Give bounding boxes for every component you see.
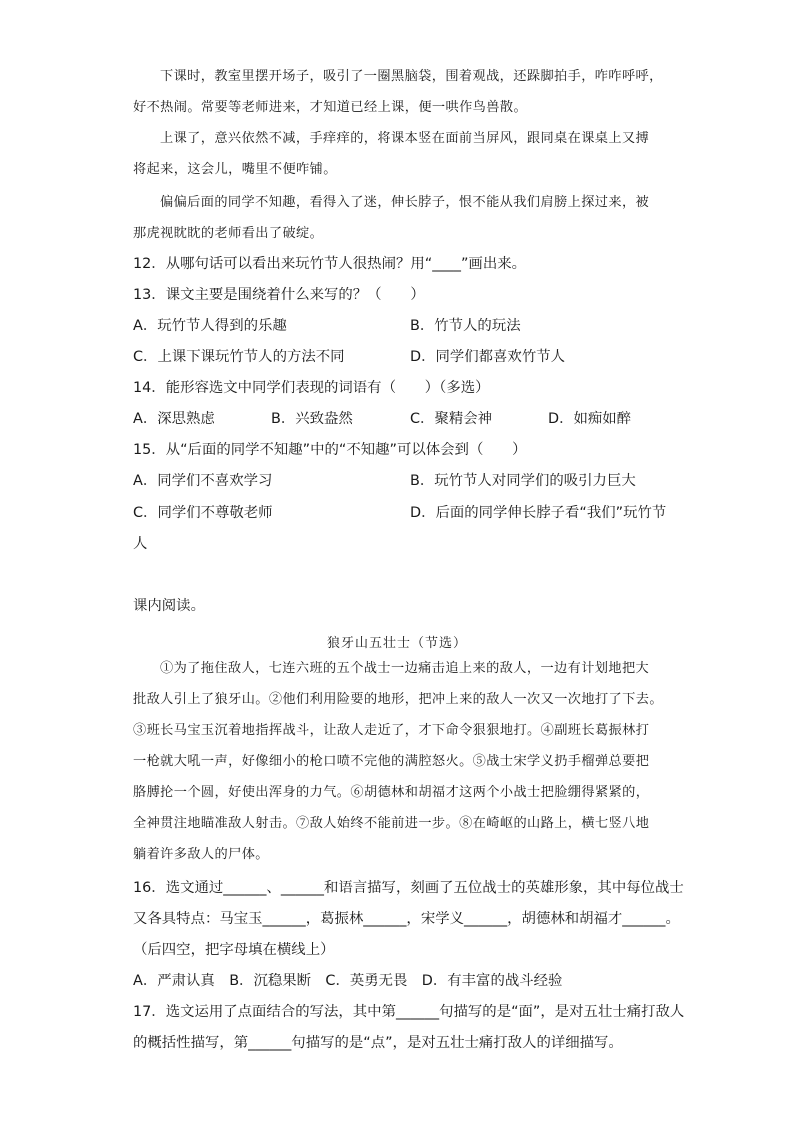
passage1-p1-line2: 好不热闹。常要等老师进来，才知道已经上课，便一哄作鸟兽散。 — [133, 100, 528, 115]
question-13-option-d[interactable]: D．同学们都喜欢竹节人 — [410, 349, 565, 365]
passage1-p3-line2: 那虎视眈眈的老师看出了破绽。 — [133, 226, 324, 241]
question-13-option-a[interactable]: A．玩竹节人得到的乐趣 — [133, 318, 287, 334]
passage2-title: 狼牙山五壮士（节选） — [326, 636, 467, 651]
passage1-p1-line1: 下课时，教室里摆开场子，吸引了一圈黑脑袋，围着观战，还跺脚拍手，咋咋呼呼， — [160, 69, 663, 84]
passage1-p3-line1: 偏偏后面的同学不知趣，看得入了迷，伸长脖子，恨不能从我们肩膀上探过来，被 — [160, 195, 650, 210]
question-14-option-c[interactable]: C．聚精会神 — [410, 411, 493, 427]
question-15-option-d[interactable]: D．后面的同学伸长脖子看“我们”玩竹节 — [410, 505, 667, 521]
question-14-stem: 14．能形容选文中同学们表现的词语有（ ）（多选） — [133, 380, 490, 396]
question-17-line1: 17．选文运用了点面结合的写法，其中第______句描写的是“面”，是对五壮士痛打敌人 — [133, 1004, 685, 1020]
question-13-option-b[interactable]: B．竹节人的玩法 — [410, 318, 521, 334]
passage1-p2-line1: 上课了，意兴依然不减，手痒痒的，将课本竖在面前当屏风，跟同桌在课桌上又搏 — [160, 131, 650, 146]
question-15-option-a[interactable]: A．同学们不喜欢学习 — [133, 473, 273, 489]
passage2-line1: ①为了拖住敌人，七连六班的五个战士一边痛击追上来的敌人，一边有计划地把大 — [160, 661, 650, 676]
question-15-stem: 15．从“后面的同学不知趣”中的“不知趣”可以体会到（ ） — [133, 442, 527, 458]
question-15-option-c[interactable]: C．同学们不尊敬老师 — [133, 505, 273, 521]
question-14-option-b[interactable]: B．兴致盎然 — [271, 411, 353, 427]
passage2-line7: 躺着许多敌人的尸体。 — [133, 847, 269, 862]
question-16-line2: 又各具特点：马宝玉______，葛振林______，宋学义______，胡德林和胡福才______。 — [133, 911, 680, 927]
question-13-stem: 13．课文主要是围绕着什么来写的？（ ） — [133, 287, 425, 303]
question-16-line1: 16．选文通过______、______和语言描写，刻画了五位战士的英雄形象，其中每位战士 — [133, 880, 684, 896]
question-13-option-c[interactable]: C．上课下课玩竹节人的方法不同 — [133, 349, 345, 365]
question-14-option-d[interactable]: D．如痴如醉 — [548, 411, 632, 427]
question-12: 12．从哪句话可以看出来玩竹节人很热闹？用“____”画出来。 — [133, 256, 526, 272]
question-15-option-d-wrap: 人 — [133, 536, 148, 552]
passage2-line4: 一枪就大吼一声，好像细小的枪口喷不完他的满腔怒火。⑤战士宋学义扔手榴弹总要把 — [133, 754, 650, 769]
question-15-option-b[interactable]: B．玩竹节人对同学们的吸引力巨大 — [410, 473, 636, 489]
question-16-options: A．严肃认真 B．沉稳果断 C．英勇无畏 D．有丰富的战斗经验 — [133, 973, 563, 989]
section-label: 课内阅读。 — [133, 598, 205, 614]
passage2-line2: 批敌人引上了狼牙山。②他们利用险要的地形，把冲上来的敌人一次又一次地打了下去。 — [133, 692, 663, 707]
passage2-line3: ③班长马宝玉沉着地指挥战斗，让敌人走近了，才下命令狠狠地打。④副班长葛振林打 — [133, 723, 650, 738]
passage2-line6: 全神贯注地瞄准敌人射击。⑦敌人始终不能前进一步。⑧在崎岖的山路上，横七竖八地 — [133, 816, 650, 831]
question-14-option-a[interactable]: A．深思熟虑 — [133, 411, 215, 427]
question-16-line3: （后四空，把字母填在横线上） — [133, 942, 335, 958]
question-17-line2: 的概括性描写，第______句描写的是“点”，是对五壮士痛打敌人的详细描写。 — [133, 1035, 623, 1051]
passage2-line5: 胳膊抡一个圆，好使出浑身的力气。⑥胡德林和胡福才这两个小战士把脸绷得紧紧的， — [133, 785, 650, 800]
passage1-p2-line2: 将起来，这会儿，嘴里不便咋铺。 — [133, 162, 337, 177]
